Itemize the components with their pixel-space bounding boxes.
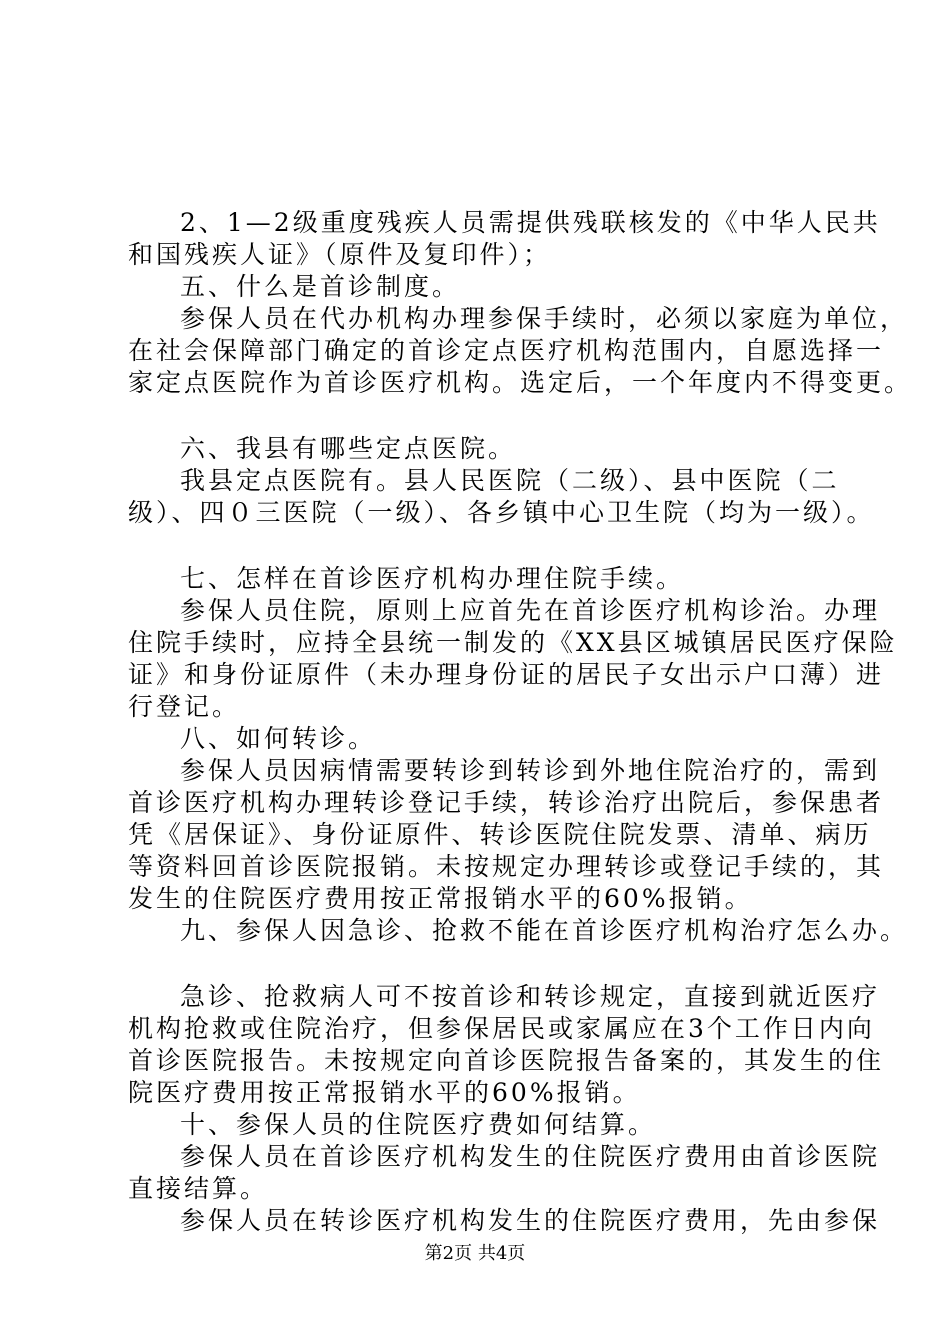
text-line: 五、什么是首诊制度。: [180, 272, 461, 301]
text-line: 发生的住院医疗费用按正常报销水平的60%报销。: [128, 884, 753, 913]
text-line: 首诊医院报告。未按规定向首诊医院报告备案的，其发生的住: [128, 1046, 885, 1075]
text-line: 参保人员在首诊医疗机构发生的住院医疗费用由首诊医院: [180, 1142, 881, 1171]
text-line: 参保人员在转诊医疗机构发生的住院医疗费用，先由参保: [180, 1206, 881, 1235]
paragraph-gap: [128, 529, 850, 563]
text-line: 行登记。: [128, 692, 241, 721]
text-line: 证》和身份证原件（未办理身份证的居民子女出示户口薄）进: [128, 660, 885, 689]
page-number: 第2页 共4页: [424, 1243, 526, 1264]
paragraph-gap: [128, 947, 850, 981]
text-line: 院医疗费用按正常报销水平的60%报销。: [128, 1078, 641, 1107]
text-line: 家定点医院作为首诊医疗机构。选定后，一个年度内不得变更。: [128, 368, 913, 397]
text-line: 直接结算。: [128, 1174, 269, 1203]
text-line: 首诊医疗机构办理转诊登记手续，转诊治疗出院后，参保患者: [128, 788, 885, 817]
text-line: 机构抢救或住院治疗，但参保居民或家属应在3个工作日内向: [128, 1014, 875, 1043]
text-line: 我县定点医院有。县人民医院（二级）、县中医院（二: [180, 466, 840, 495]
text-line: 八、如何转诊。: [180, 724, 377, 753]
text-line: 2、1—2级重度残疾人员需提供残联核发的《中华人民共: [180, 208, 881, 237]
page-footer: [0, 1243, 950, 1265]
text-line: 和国残疾人证》（原件及复印件）；: [128, 240, 552, 269]
text-line: 参保人员因病情需要转诊到转诊到外地住院治疗的，需到: [180, 756, 881, 785]
text-line: 在社会保障部门确定的首诊定点医疗机构范围内，自愿选择一: [128, 336, 885, 365]
text-line: 十、参保人员的住院医疗费如何结算。: [180, 1110, 657, 1139]
text-line: 七、怎样在首诊医疗机构办理住院手续。: [180, 564, 685, 593]
text-line: 凭《居保证》、身份证原件、转诊医院住院发票、清单、病历: [128, 820, 872, 849]
text-line: 急诊、抢救病人可不按首诊和转诊规定，直接到就近医疗: [180, 982, 881, 1011]
text-line: 级）、四０三医院（一级）、各乡镇中心卫生院（均为一级）。: [128, 498, 875, 527]
text-line: 参保人员在代办机构办理参保手续时，必须以家庭为单位，: [180, 304, 909, 333]
paragraph-gap: [128, 399, 850, 433]
text-line: 参保人员住院，原则上应首先在首诊医疗机构诊治。办理: [180, 596, 881, 625]
text-line: 六、我县有哪些定点医院。: [180, 434, 517, 463]
text-line: 住院手续时，应持全县统一制发的《XX县区城镇居民医疗保险: [128, 628, 898, 657]
text-line: 等资料回首诊医院报销。未按规定办理转诊或登记手续的，其: [128, 852, 885, 881]
document-body: [128, 207, 913, 1237]
text-line: 九、参保人因急诊、抢救不能在首诊医疗机构治疗怎么办。: [180, 916, 909, 945]
